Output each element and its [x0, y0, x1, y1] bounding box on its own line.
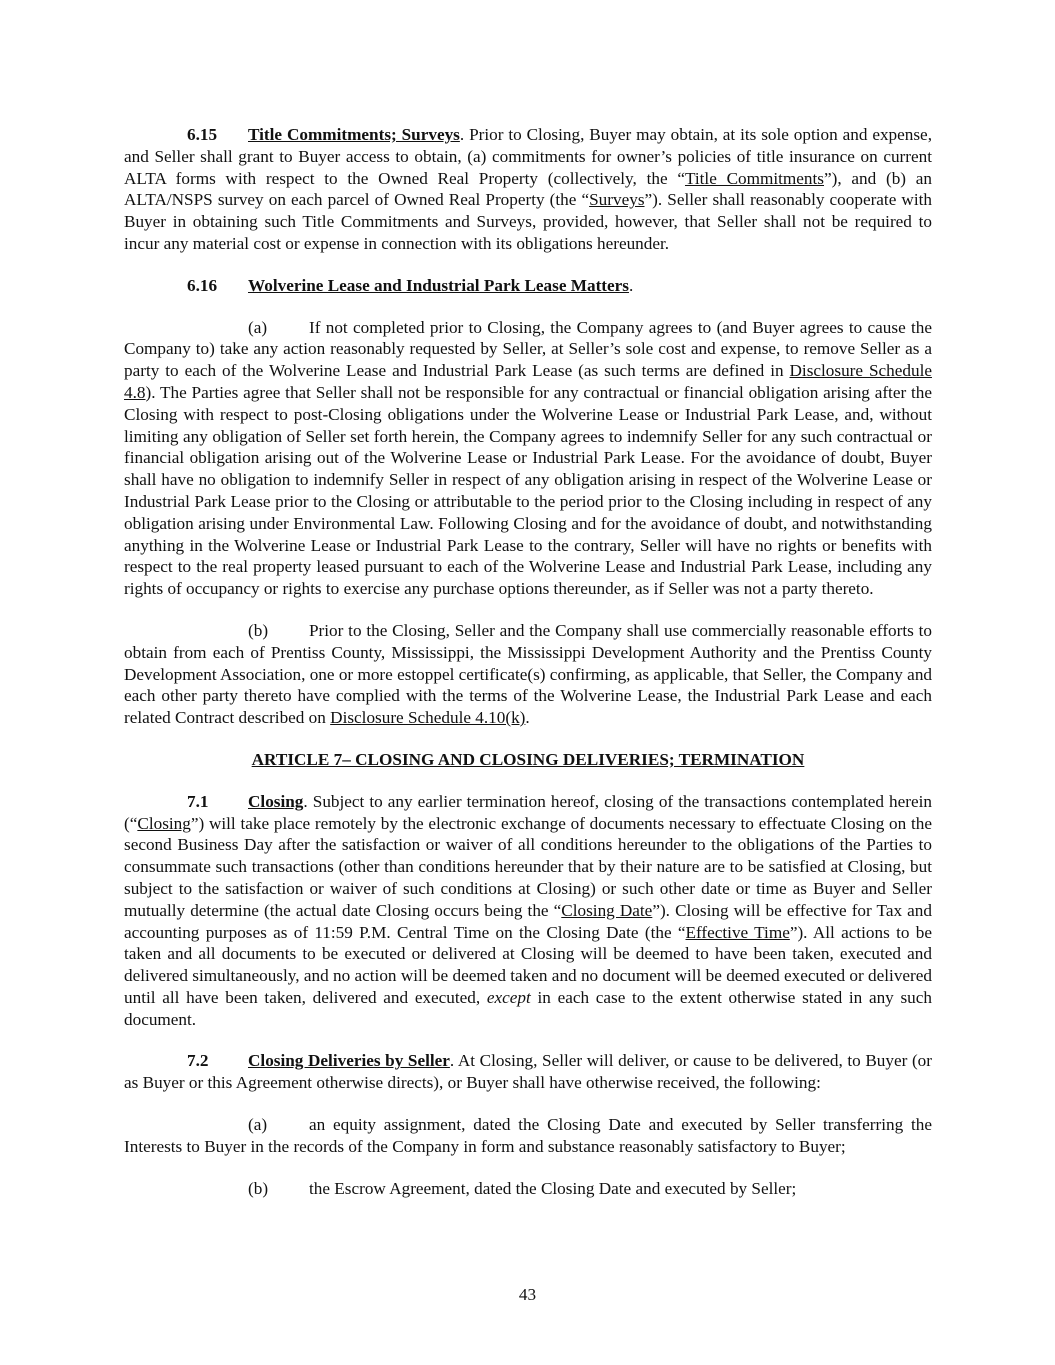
- section-text: the Escrow Agreement, dated the Closing Date and executed by Seller;: [309, 1178, 797, 1198]
- section-text: an equity assignment, dated the Closing Date and executed by Seller transferring the Interests to Buyer in the records of the Company in form and substance reasonably satisfactory to Buyer;: [124, 1115, 932, 1156]
- section-6-16-b: [124, 620, 932, 729]
- section-6-16: [124, 275, 932, 297]
- schedule-reference: Disclosure Schedule 4.8: [124, 361, 932, 402]
- section-6-15: [124, 124, 932, 255]
- subsection-label: (b): [248, 1178, 269, 1198]
- section-text: .: [525, 708, 530, 728]
- section-text: in each case to the extent otherwise stated in any such document.: [124, 987, 932, 1029]
- section-number: 6.15: [187, 125, 218, 144]
- schedule-reference: Disclosure Schedule 4.10(k): [330, 708, 526, 728]
- italic-text: except: [486, 987, 531, 1007]
- section-6-16-a: [124, 317, 932, 600]
- section-text: ”). All actions to be taken and all documents to be executed or delivered at Closing will be deemed to have been taken, executed and delivered simultaneously, and no action will be deemed taken and no document will be deemed executed or delivered until all have been taken, delivered and executed,: [124, 922, 932, 1007]
- section-text: .: [628, 275, 634, 295]
- defined-term: Effective Time: [685, 922, 790, 942]
- section-title: Closing: [248, 791, 304, 811]
- section-number: 6.16: [187, 275, 218, 295]
- section-text: . Prior to Closing, Buyer may obtain, at its sole option and expense, and Seller shall grant to Buyer access to obtain, (a) commitments for owner’s policies of title insurance on current ALTA forms with respect to the Owned Real Property (collectively, the “: [124, 125, 932, 188]
- section-7-2-a: [124, 1114, 932, 1158]
- section-text: . At Closing, Seller will deliver, or cause to be delivered, to Buyer (or as Buyer or this Agreement otherwise directs), or Buyer shall have otherwise received, the following:: [124, 1051, 932, 1093]
- section-number: 7.2: [187, 1051, 209, 1071]
- subsection-label: (a): [248, 317, 268, 337]
- section-text: If not completed prior to Closing, the Company agrees to (and Buyer agrees to cause the Company to) take any action reasonably requested by Seller, at Seller’s sole cost and expense, to remove Seller as a party to each of the Wolverine Lease and Industrial Park Lease (as such terms are defined in: [124, 317, 932, 381]
- defined-term: Title Commitments: [684, 168, 824, 188]
- section-text: ”) will take place remotely by the electronic exchange of documents necessary to effectuate Closing on the second Business Day after the satisfaction or waiver of all conditions hereunder to the obligations of the Parties to consummate such transactions (other than conditions hereunder that by their nature are to be satisfied at Closing, but subject to the satisfaction or waiver of such conditions at Closing) or such other date or time as Buyer and Seller mutually determine (the actual date Closing occurs being the “: [124, 813, 932, 920]
- page-number: 43: [518, 1285, 537, 1304]
- defined-term: Closing: [137, 813, 191, 833]
- section-number: 7.1: [187, 791, 209, 811]
- defined-term: Closing Date: [561, 900, 653, 920]
- section-title: Title Commitments; Surveys: [248, 125, 460, 144]
- section-text: ). The Parties agree that Seller shall not be responsible for any contractual or financial obligation arising after the Closing with respect to post-Closing obligations under the Wolverine Lease or Industrial Park Lease, and, without limiting any obligation of Seller set forth herein, the Company agrees to indemnify Seller for any such contractual or financial obligation arising out of the Wolverine Lease or Industrial Park Lease. For the avoidance of doubt, Buyer shall have no obligation to indemnify Seller in respect of any obligation arising in respect of the Wolverine Lease or Industrial Park Lease prior to the Closing or attributable to the period prior to the Closing including in respect of any obligation arising under Environmental Law. Following Closing and for the avoidance of doubt, and notwithstanding anything in the Wolverine Lease or Industrial Park Lease to the contrary, Seller will have no rights or benefits with respect to the real property leased pursuant to each of the Wolverine Lease and Industrial Park Lease, including any rights of occupancy or rights to exercise any purchase options thereunder, as if Seller was not a party thereto.: [124, 382, 932, 599]
- section-7-1: [124, 791, 932, 1031]
- section-text: ”), and (b) an ALTA/NSPS survey on each parcel of Owned Real Property (the “: [124, 168, 933, 210]
- section-title: Wolverine Lease and Industrial Park Lease Matters: [248, 275, 629, 295]
- section-7-2-b: [124, 1178, 932, 1200]
- section-text: . Subject to any earlier termination hereof, closing of the transactions contemplated herein (“: [124, 791, 932, 833]
- defined-term: Surveys: [589, 190, 645, 210]
- document-page: [124, 124, 932, 1199]
- subsection-label: (b): [248, 620, 269, 640]
- section-title: Closing Deliveries by Seller: [248, 1051, 450, 1071]
- article-7-heading: ARTICLE 7– CLOSING AND CLOSING DELIVERIES; TERMINATION: [251, 749, 805, 769]
- section-7-2: [124, 1050, 932, 1094]
- section-text: Prior to the Closing, Seller and the Company shall use commercially reasonable efforts to obtain from each of Prentiss County, Mississippi, the Mississippi Development Authority and the Prentiss County Development Association, one or more estoppel certificate(s) confirming, as applicable, that Seller, the Company and each other party thereto have complied with the terms of the Wolverine Lease, the Industrial Park Lease and each related Contract described on: [124, 620, 932, 728]
- section-text: ”). Closing will be effective for Tax and accounting purposes as of 11:59 P.M. Central Time on the Closing Date (the “: [124, 900, 932, 942]
- section-text: ”). Seller shall reasonably cooperate with Buyer in obtaining such Title Commitments and Surveys, provided, however, that Seller shall not be required to incur any material cost or expense in connection with its obligations hereunder.: [124, 190, 932, 253]
- subsection-label: (a): [248, 1115, 268, 1135]
